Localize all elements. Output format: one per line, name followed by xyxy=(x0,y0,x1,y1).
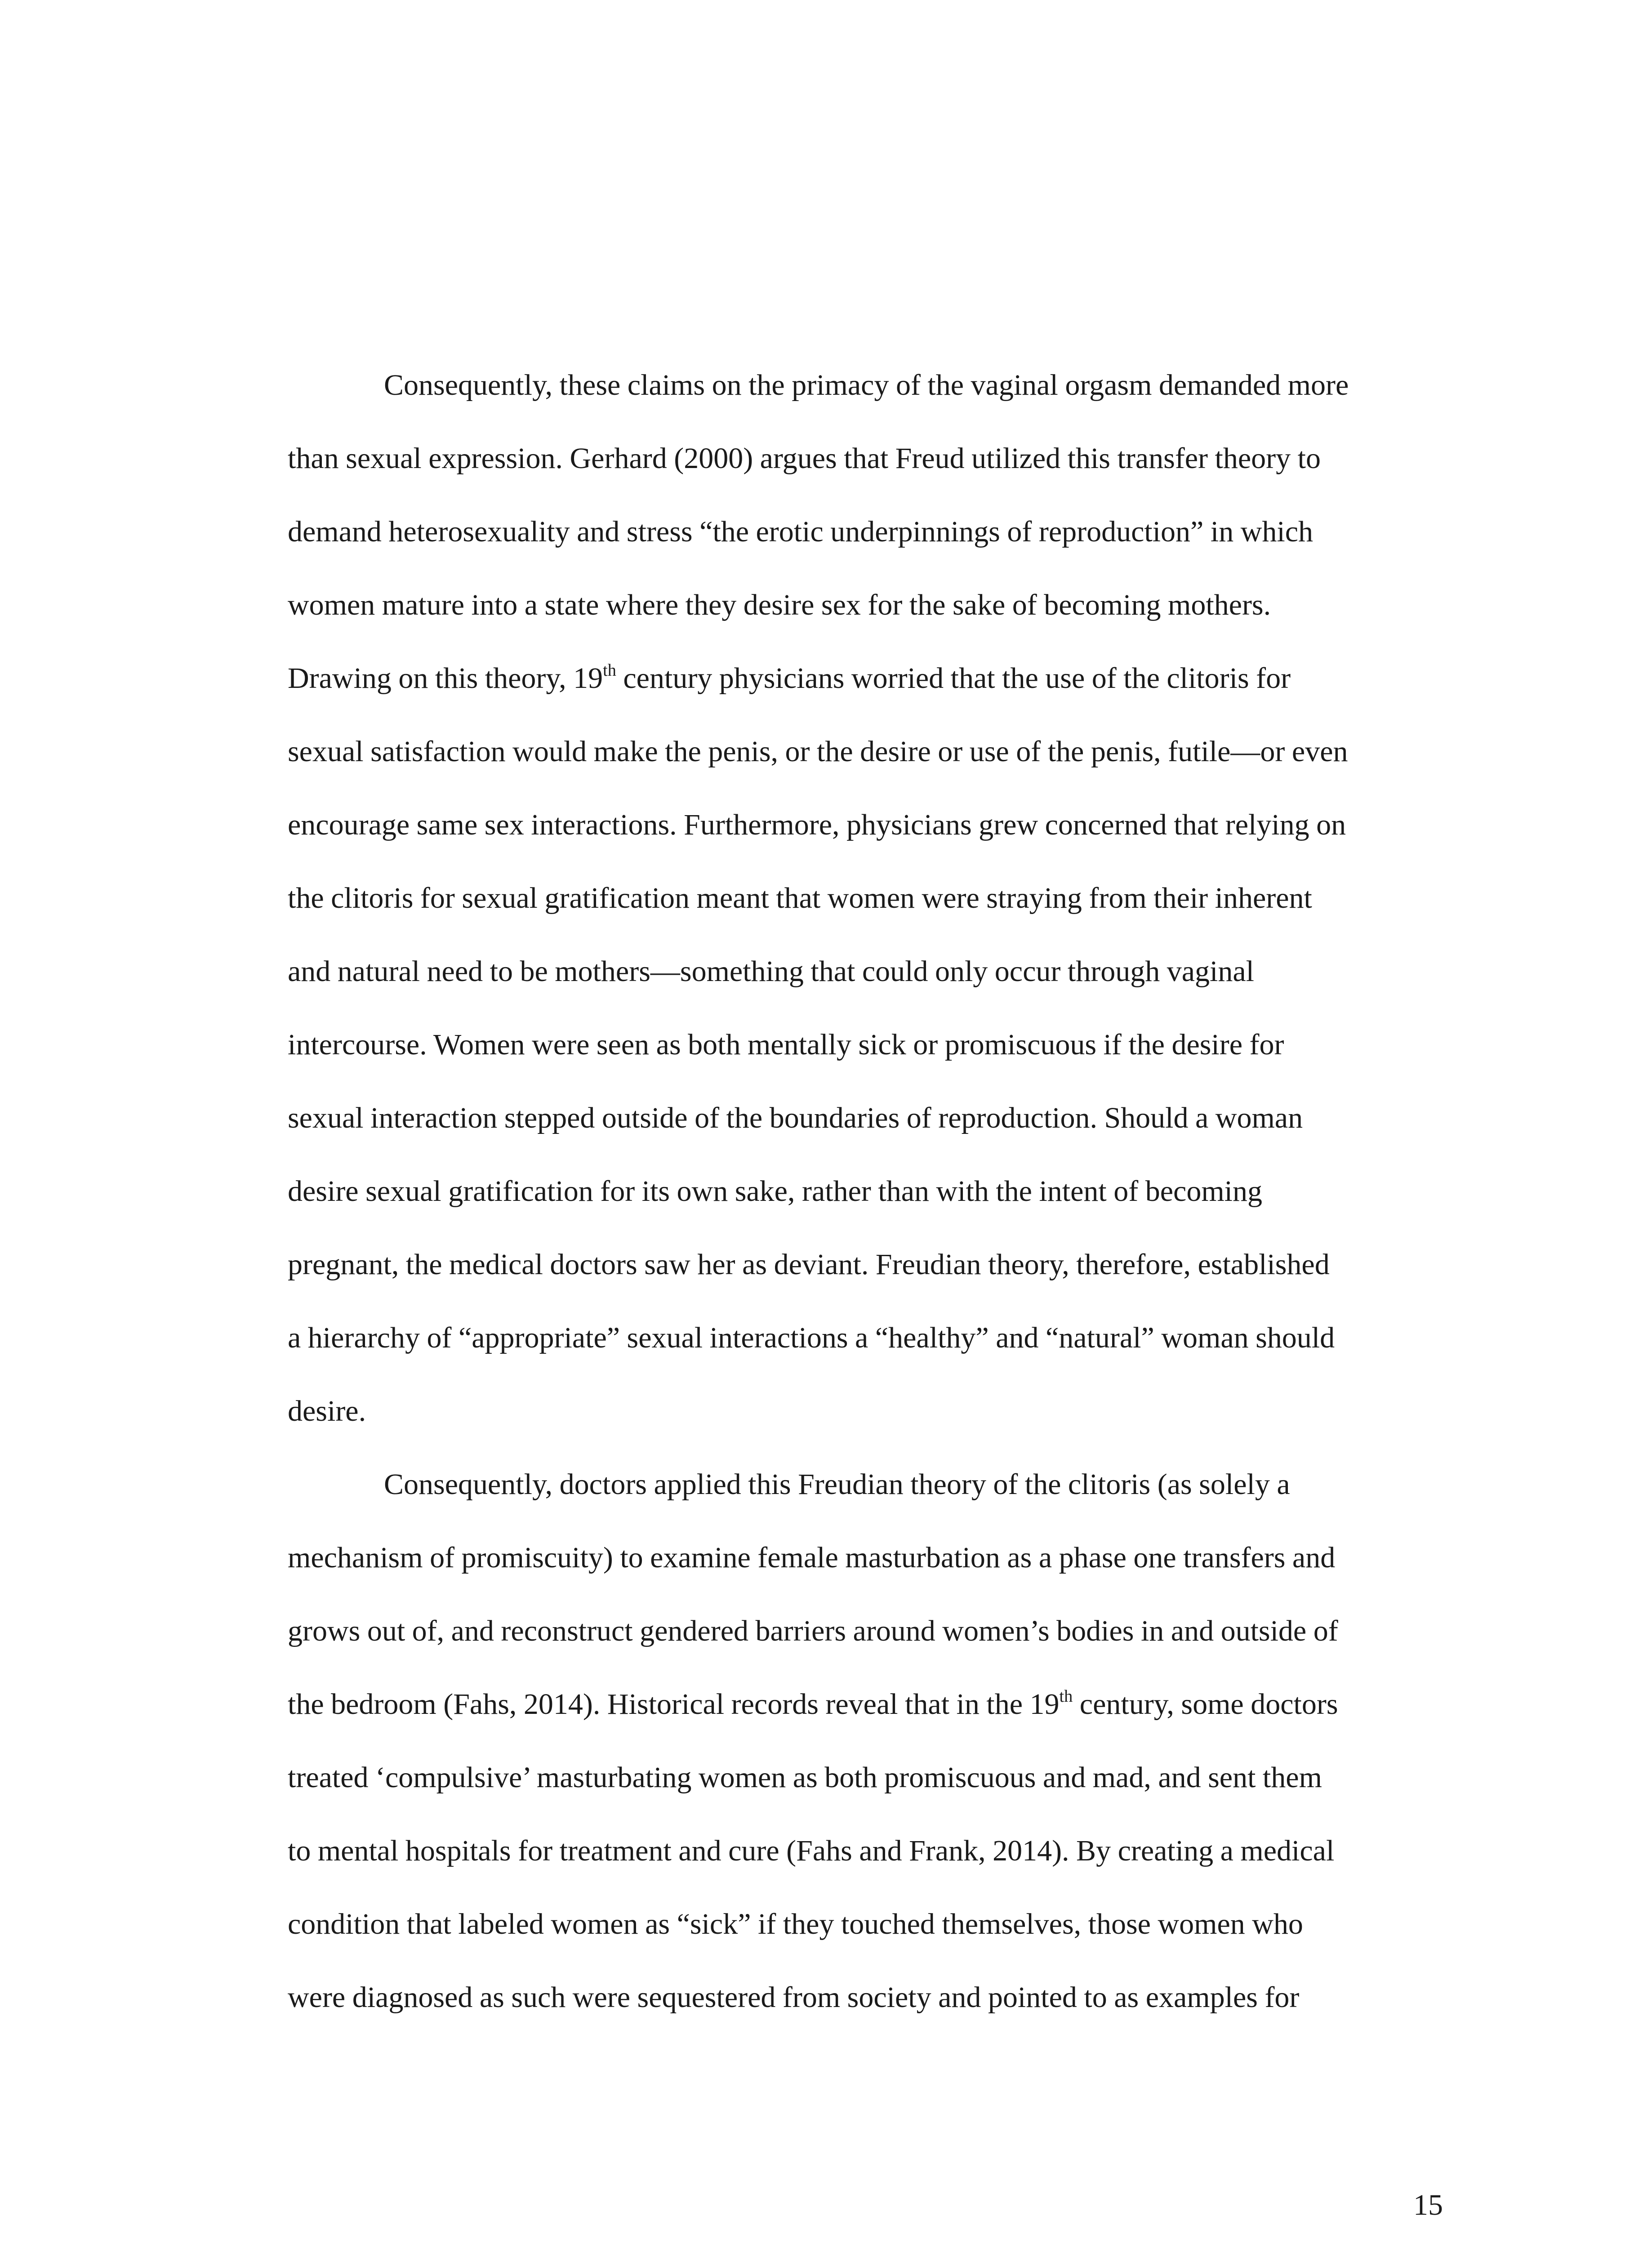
text-line xyxy=(288,1244,1438,1318)
text-line xyxy=(288,512,1438,585)
text-run: condition that labeled women as “sick” if they touched themselves, those women who xyxy=(288,1908,1303,1940)
text-line xyxy=(288,1464,1438,1538)
text-run: desire. xyxy=(288,1395,366,1427)
text-line xyxy=(288,1391,1438,1464)
text-line xyxy=(288,365,1438,438)
text-run: encourage same sex interactions. Furthermore, physicians grew concerned that relying on xyxy=(288,808,1346,841)
text-line xyxy=(288,1831,1438,1904)
page-number: 15 xyxy=(1413,2189,1443,2221)
text-run: grows out of, and reconstruct gendered barriers around women’s bodies in and outside of xyxy=(288,1615,1338,1647)
text-run: desire sexual gratification for its own sake, rather than with the intent of becoming xyxy=(288,1175,1262,1208)
text-line xyxy=(288,1538,1438,1611)
text-run: women mature into a state where they desire sex for the sake of becoming mothers. xyxy=(288,589,1271,621)
text-run: sexual satisfaction would make the penis, or the desire or use of the penis, futile—or even xyxy=(288,735,1348,768)
text-run: to mental hospitals for treatment and cure (Fahs and Frank, 2014). By creating a medical xyxy=(288,1834,1335,1867)
text-run: Consequently, doctors applied this Freudian theory of the clitoris (as solely a xyxy=(384,1468,1290,1501)
text-run: and natural need to be mothers—something that could only occur through vaginal xyxy=(288,955,1254,988)
text-run: Drawing on this theory, 19 xyxy=(288,662,603,695)
text-run: sexual interaction stepped outside of the boundaries of reproduction. Should a woman xyxy=(288,1102,1303,1134)
text-run: pregnant, the medical doctors saw her as deviant. Freudian theory, therefore, established xyxy=(288,1248,1330,1281)
text-line xyxy=(288,585,1438,658)
text-run: a hierarchy of “appropriate” sexual interactions a “healthy” and “natural” woman should xyxy=(288,1321,1335,1354)
text-run: century, some doctors xyxy=(1073,1688,1338,1721)
text-run: were diagnosed as such were sequestered from society and pointed to as examples for xyxy=(288,1981,1300,2014)
text-line xyxy=(288,951,1438,1025)
text-run: treated ‘compulsive’ masturbating women as both promiscuous and mad, and sent them xyxy=(288,1761,1322,1794)
text-line xyxy=(288,1904,1438,1977)
text-run: century physicians worried that the use of the clitoris for xyxy=(616,662,1291,695)
text-line xyxy=(288,1025,1438,1098)
text-line xyxy=(288,438,1438,512)
superscript: th xyxy=(603,661,616,680)
body-text xyxy=(288,365,1438,2051)
text-run: the bedroom (Fahs, 2014). Historical records reveal that in the 19 xyxy=(288,1688,1060,1721)
text-line xyxy=(288,1611,1438,1684)
text-line xyxy=(288,805,1438,878)
text-run: the clitoris for sexual gratification meant that women were straying from their inherent xyxy=(288,882,1312,914)
text-line xyxy=(288,1098,1438,1171)
text-line xyxy=(288,731,1438,805)
text-line xyxy=(288,1318,1438,1391)
text-run: intercourse. Women were seen as both mentally sick or promiscuous if the desire for xyxy=(288,1028,1284,1061)
superscript: th xyxy=(1059,1687,1073,1706)
text-line xyxy=(288,658,1438,731)
text-line xyxy=(288,1684,1438,1757)
text-line xyxy=(288,1171,1438,1244)
text-line xyxy=(288,1977,1438,2051)
text-run: Consequently, these claims on the primacy of the vaginal orgasm demanded more xyxy=(384,369,1349,401)
text-line xyxy=(288,878,1438,951)
text-run: mechanism of promiscuity) to examine female masturbation as a phase one transfers and xyxy=(288,1541,1336,1574)
text-line xyxy=(288,1757,1438,1831)
text-run: demand heterosexuality and stress “the erotic underpinnings of reproduction” in which xyxy=(288,515,1313,548)
text-run: than sexual expression. Gerhard (2000) argues that Freud utilized this transfer theory to xyxy=(288,442,1321,475)
